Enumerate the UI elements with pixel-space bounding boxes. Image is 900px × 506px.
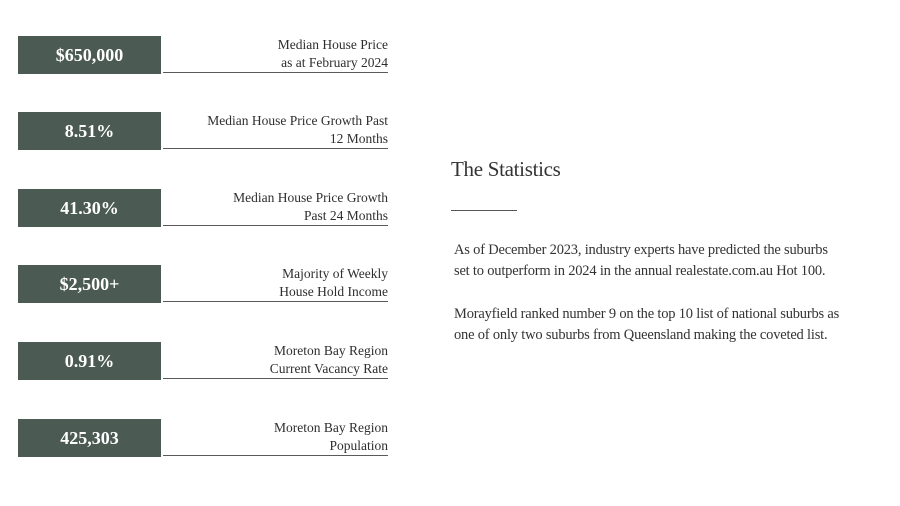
stat-value-box: 41.30% [18,189,161,227]
stat-label-line1: Median House Price Growth [233,190,388,205]
stat-label-line2: 12 Months [329,131,388,146]
statistics-paragraph-2 [454,304,894,346]
stat-value-box: $2,500+ [18,265,161,303]
paragraph-line: As of December 2023, industry experts have predicted the suburbs [454,242,828,258]
title-divider [451,210,517,211]
statistics-title: The Statistics [451,157,561,181]
stat-value-box: 425,303 [18,419,161,457]
stat-value-box: $650,000 [18,36,161,74]
stat-value-box: 8.51% [18,112,161,150]
stat-label [163,189,388,226]
stat-label-line1: Majority of Weekly [282,266,388,281]
statistics-paragraph-1 [454,240,894,282]
stat-value-box: 0.91% [18,342,161,380]
stat-label-line2: House Hold Income [279,284,388,299]
stat-label [163,112,388,149]
paragraph-line: one of only two suburbs from Queensland making the coveted list. [454,327,828,343]
stat-label-line2: as at February 2024 [281,55,388,70]
stat-label-line1: Median House Price [277,37,388,52]
stat-label [163,36,388,73]
stat-label-line2: Past 24 Months [303,208,388,223]
stat-label-line1: Median House Price Growth Past [207,113,388,128]
stat-row-population [18,419,388,457]
stat-row-weekly-income [18,265,388,303]
stat-row-growth-12m [18,112,388,150]
stat-label [163,265,388,302]
stat-label-line1: Moreton Bay Region [274,343,388,358]
stat-label [163,342,388,379]
paragraph-line: set to outperform in 2024 in the annual realestate.com.au Hot 100. [454,263,826,279]
stat-row-median-price [18,36,388,74]
stat-row-vacancy-rate [18,342,388,380]
stat-label-line1: Moreton Bay Region [274,420,388,435]
stat-label [163,419,388,456]
paragraph-line: Morayfield ranked number 9 on the top 10 list of national suburbs as [454,306,840,322]
stat-row-growth-24m [18,189,388,227]
stat-label-line2: Current Vacancy Rate [269,361,388,376]
stat-label-line2: Population [329,438,388,453]
